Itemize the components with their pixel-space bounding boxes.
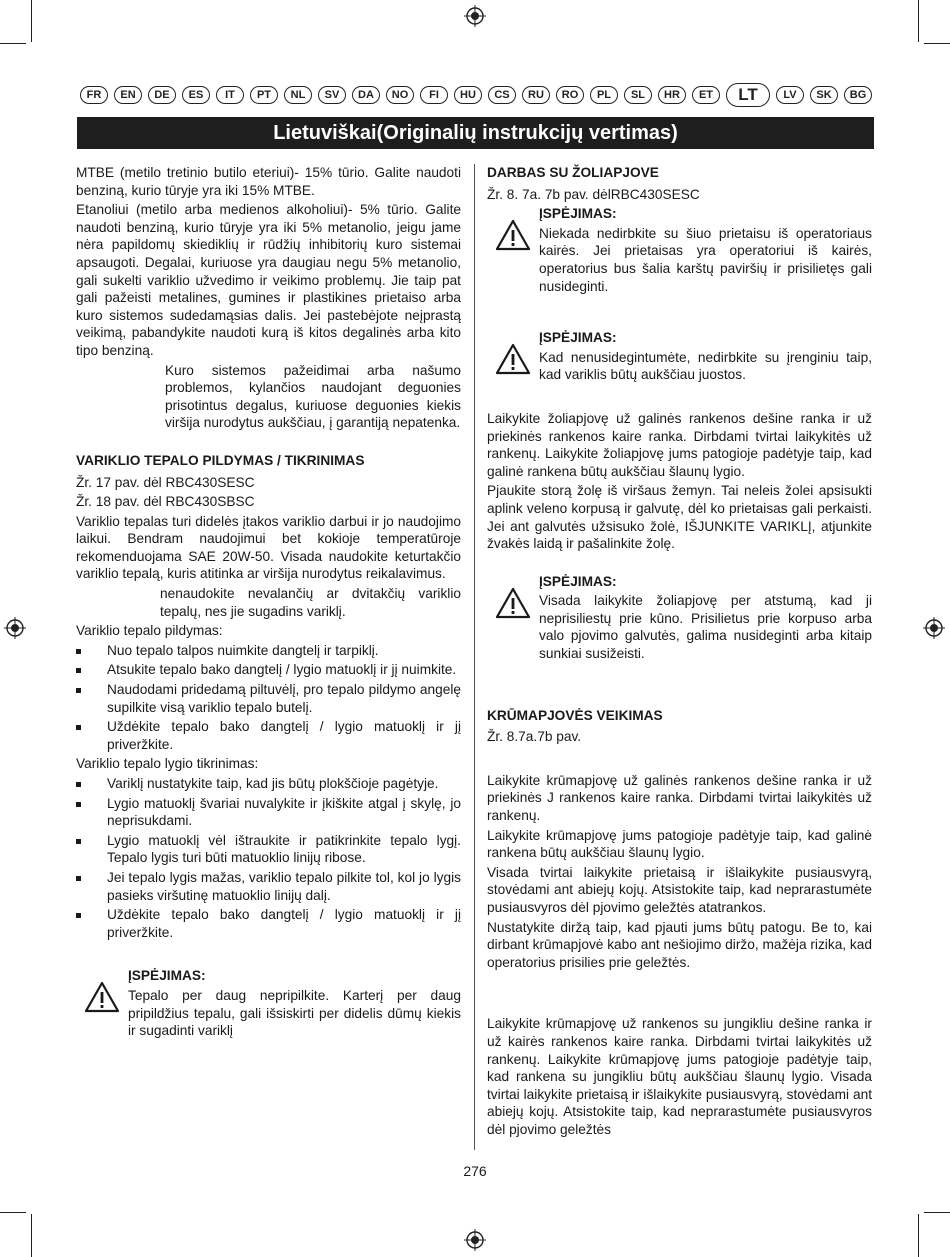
paragraph: Laikykite krūmapjovę už galinės rankenos dešine ranka ir už priekinės J rankenos kaire ranka. Dirbdami tvirtai laikykitės už rankenų. [487, 772, 872, 824]
lang-tab-fr[interactable]: FR [80, 86, 108, 104]
list-item: Uždėkite tepalo bako dangtelį / lygio matuoklį ir jį priveržkite. [76, 718, 461, 753]
warning-triangle-icon [495, 219, 531, 251]
page-title: Lietuviškai(Originalių instrukcijų vertimas) [77, 117, 874, 149]
paragraph: Kuro sistemos pažeidimai arba našumo problemos, kylančios naudojant deguonies prisotintus degalus, kuriuose deguonies kiekis viršija nurodytus aukščiau, į garantiją nepatenka. [165, 362, 461, 431]
bullet-list [76, 775, 461, 941]
crop-mark [918, 1214, 919, 1257]
crop-mark [924, 1212, 950, 1213]
right-column [487, 164, 872, 1141]
registration-mark-icon [923, 617, 945, 639]
warning-title: ĮSPĖJIMAS: [539, 573, 617, 589]
paragraph: Pjaukite storą žolę iš viršaus žemyn. Tai neleis žolei apsisukti aplink veleno korpusą ir galvutę, dėl ko prietaisas gali perkaisti. Jei ant galvutės užsisuko žolė, IŠJUNKITE VARIKLĮ, atjunkite žvakės laidą ir pašalinkite žolę. [487, 483, 872, 552]
paragraph: Nustatykite diržą taip, kad pjauti jums būtų patogu. Be to, kai dirbant krūmapjovė kabo ant nešiojimo diržo, mažėja rizika, kad operatorius prisilies prie geležtės. [487, 919, 872, 970]
crop-mark [31, 0, 32, 42]
lang-tab-lt-active[interactable]: LT [726, 83, 770, 107]
warning-text: Kad nenusidegintumėte, nedirbkite su įrenginiu taip, kad variklis būtų aukščiau juostos. [539, 349, 872, 383]
language-tabs [80, 83, 872, 107]
warning-box [487, 205, 872, 295]
lang-tab-cs[interactable]: CS [488, 86, 516, 104]
left-column [76, 164, 461, 1042]
lang-tab-sl[interactable]: SL [624, 86, 652, 104]
figure-reference: Žr. 8.7a.7b pav. [487, 729, 582, 745]
paragraph: Visada tvirtai laikykite prietaisą ir išlaikykite pusiausvyrą, stovėdami ant abiejų kojų. Atsistokite taip, kad neprarastumėte pusiausvyros dėl pjovimo geležtės atatrankos. [487, 864, 872, 915]
crop-mark [918, 0, 919, 42]
list-item: Atsukite tepalo bako dangtelį / lygio matuoklį ir jį nuimkite. [76, 661, 461, 679]
lang-tab-et[interactable]: ET [692, 86, 720, 104]
lang-tab-pl[interactable]: PL [590, 86, 618, 104]
warning-text: Niekada nedirbkite su šiuo prietaisu iš operatoriaus kairės. Jei prietaisas yra operatoriui iš kairės, operatorius bus šalia karštų paviršių ir prisilietęs gali nusideginti. [539, 225, 872, 294]
warning-box [76, 967, 461, 1039]
column-divider [474, 164, 475, 1150]
paragraph: Laikykite krūmapjovę jums patogioje padėtyje taip, kad galinė rankena būtų aukščiau šlaunų lygio. [487, 827, 872, 861]
list-item: Naudodami pridedamą piltuvėlį, pro tepalo pildymo angelę supilkite visą variklio tepalo butelį. [76, 681, 461, 716]
warning-triangle-icon [495, 343, 531, 375]
registration-mark-icon [4, 617, 26, 639]
section-heading: KRŪMAPJOVĖS VEIKIMAS [487, 707, 663, 723]
lang-tab-ro[interactable]: RO [556, 86, 584, 104]
warning-box [487, 573, 872, 663]
lang-tab-hr[interactable]: HR [658, 86, 686, 104]
warning-box [487, 329, 872, 384]
section-heading: VARIKLIO TEPALO PILDYMAS / TIKRINIMAS [76, 452, 365, 468]
list-item: Jei tepalo lygis mažas, variklio tepalo pilkite tol, kol jo lygis pasieks viršutinę matuoklio linijų dalį. [76, 869, 461, 904]
lang-tab-da[interactable]: DA [352, 86, 380, 104]
registration-mark-icon [464, 5, 486, 27]
lang-tab-ru[interactable]: RU [522, 86, 550, 104]
lang-tab-lv[interactable]: LV [776, 86, 804, 104]
list-item: Uždėkite tepalo bako dangtelį / lygio matuoklį ir jį priveržkite. [76, 906, 461, 941]
paragraph: Laikykite žoliapjovę už galinės rankenos dešine ranka ir už priekinės rankenos kaire ranka. Dirbdami tvirtai laikykitės už rankenų. Laikykite žoliapjovę jums patogioje padėtyje taip, kad galinė rankena būtų aukščiau šlaunų lygio. [487, 410, 872, 479]
list-title: Variklio tepalo lygio tikrinimas: [76, 756, 259, 772]
figure-reference: Žr. 17 pav. dėl RBC430SESC [76, 474, 255, 490]
warning-triangle-icon [84, 981, 120, 1013]
figure-reference: Žr. 18 pav. dėl RBC430SBSC [76, 494, 255, 510]
list-item: Variklį nustatykite taip, kad jis būtų plokščioje pagėtyje. [76, 775, 461, 793]
crop-mark [31, 1214, 32, 1257]
lang-tab-nl[interactable]: NL [284, 86, 312, 104]
crop-mark [0, 1212, 26, 1213]
paragraph: Etanoliui (metilo arba medienos alkoholiui)- 5% tūrio. Galite naudoti benziną, kurio tūryje yra iki 5% metanolio, jeigu jame nėra papildomų skiediklių ir rūdžių inhibitorių kuro sistemai apsaugoti. Degalai, kuriuose yra daugiau negu 5% metanolio, gali sukelti variklio užvedimo ir veikimo problemų. Jie taip pat gali pažeisti metalines, gumines ir plastikines prietaiso arba kuro sistemos sudedamąsias dalis. Jei pastebėjote neįprastą veikimą, pabandykite naudoti kurą iš kitos degalinės arba kito tipo benziną. [76, 202, 461, 358]
list-title: Variklio tepalo pildymas: [76, 623, 223, 639]
paragraph: nenaudokite nevalančių ar dvitakčių variklio tepalų, nes jie sugadins variklį. [160, 586, 461, 619]
lang-tab-hu[interactable]: HU [454, 86, 482, 104]
lang-tab-bg[interactable]: BG [844, 86, 872, 104]
paragraph: Variklio tepalas turi didelės įtakos variklio darbui ir jo naudojimo laikui. Bendram naudojimui bet kokioje temperatūroje rekomenduojama SAE 20W-50. Visada naudokite keturtakčio variklio tepalą, kuris atitinka ar viršija nurodytus reikalavimus. [76, 513, 461, 582]
warning-title: ĮSPĖJIMAS: [539, 330, 617, 346]
crop-mark [0, 43, 26, 44]
section-heading: DARBAS SU ŽOLIAPJOVE [487, 165, 659, 180]
warning-title: ĮSPĖJIMAS: [539, 206, 617, 222]
lang-tab-pt[interactable]: PT [250, 86, 278, 104]
warning-title: ĮSPĖJIMAS: [128, 968, 206, 984]
warning-triangle-icon [495, 587, 531, 619]
list-item: Lygio matuoklį vėl ištraukite ir patikrinkite tepalo lygį. Tepalo lygis turi būti matuoklio linijų ribose. [76, 832, 461, 867]
bullet-list [76, 642, 461, 754]
figure-reference: Žr. 8. 7a. 7b pav. dėlRBC430SESC [487, 186, 700, 202]
warning-text: Tepalo per daug nepripilkite. Karterį per daug pripildžius tepalu, gali išsiskirti per didelis dūmų kiekis ir sugadinti variklį [128, 987, 461, 1039]
lang-tab-de[interactable]: DE [148, 86, 176, 104]
lang-tab-no[interactable]: NO [386, 86, 414, 104]
warning-text: Visada laikykite žoliapjovę per atstumą, kad ji neprisiliestų prie kūno. Prisilietus prie korpuso arba valo pjovimo galvutės, galima nusideginti arba kitaip sunkiai susižeisti. [539, 593, 872, 662]
paragraph: MTBE (metilo tretinio butilo eteriui)- 15% tūrio. Galite naudoti benziną, kurio tūryje yra iki 15% MTBE. [76, 165, 461, 198]
list-item: Nuo tepalo talpos nuimkite dangtelį ir tarpiklį. [76, 642, 461, 660]
lang-tab-sv[interactable]: SV [318, 86, 346, 104]
lang-tab-sk[interactable]: SK [810, 86, 838, 104]
list-item: Lygio matuoklį švariai nuvalykite ir įkiškite atgal į skylę, jo neprisukdami. [76, 795, 461, 830]
lang-tab-es[interactable]: ES [182, 86, 210, 104]
paragraph: Laikykite krūmapjovę už rankenos su jungikliu dešine ranka ir už kairės rankenos kaire ranka. Dirbdami tvirtai laikykitės už rankenų. Laikykite krūmapjovę jums patogioje padėtyje taip, kad rankena su jungikliu būtų aukščiau šlaunų lygio. Visada tvirtai laikykite prietaisą ir išlaikykite pusiausvyrą, stovėdami ant abiejų kojų. Atsistokite taip, kad neprarastumėte pusiausvyros dėl pjovimo geležtės [487, 1016, 872, 1137]
lang-tab-fi[interactable]: FI [420, 86, 448, 104]
lang-tab-it[interactable]: IT [216, 86, 244, 104]
lang-tab-en[interactable]: EN [114, 86, 142, 104]
page-number: 276 [463, 1163, 487, 1179]
registration-mark-icon [464, 1229, 486, 1251]
crop-mark [924, 43, 950, 44]
